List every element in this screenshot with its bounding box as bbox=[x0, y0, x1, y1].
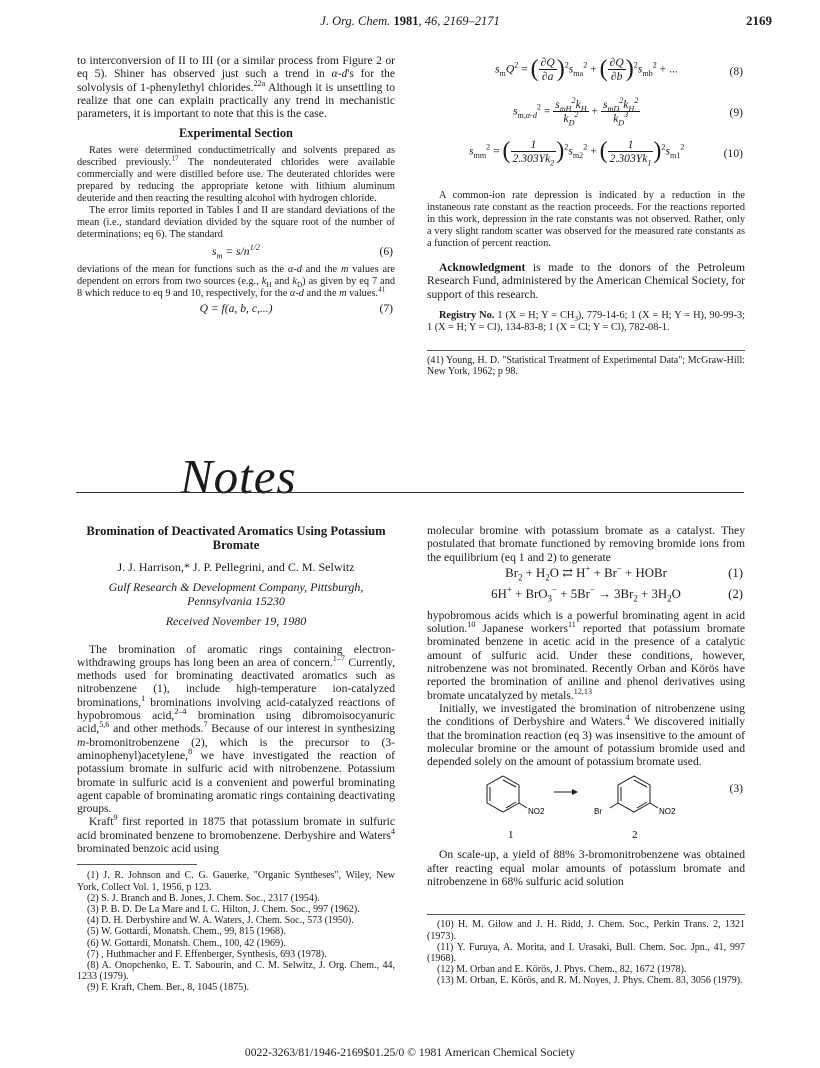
footnote: (3) P. B. D. De La Mare and I. C. Hilton, J. Chem. Soc., 997 (1962). bbox=[87, 903, 360, 915]
article-title: Bromination of Deactivated Aromatics Using Potassium Bromate bbox=[86, 524, 386, 552]
page-footer: 0022-3263/81/1946-2169$01.25/0 © 1981 American Chemical Society bbox=[244, 1046, 576, 1059]
footnotes-left bbox=[77, 870, 395, 993]
authors: J. J. Harrison,* J. P. Pellegrini, and C. M. Selwitz bbox=[117, 560, 355, 574]
footnote: (2) S. J. Branch and B. Jones, J. Chem. Soc., 2317 (1954). bbox=[87, 892, 320, 904]
paragraph: The error limits reported in Tables I and II are standard deviations of the mean (i.e., standard deviation divided by the square root of the number of determinations; eq 6). The standard bbox=[77, 204, 395, 240]
paragraph: Rates were determined conductimetrically and solvents prepared as described previously.$^{17}$ The nondeuterated chlorides were available commercially and were distilled before use. The deuterated chlorides were prepared by reducing the appropriate ketone with lithium aluminum deuteride and then reacting the resulting alcohol with hydrogen chloride. bbox=[77, 144, 395, 204]
paragraph: hypobromous acids which is a powerful brominating agent in acid solution.$^{10}$ Japanese workers$^{11}$ reported that potassium bromate brominated benzene in acetic acid in the presence of a catalytic amount of sulfuric acid. Under these conditions, however, nitrobenzene was not brominated. Recently Orban and Körös have reported the bromination of aniline and phenol derivatives using bromate uncatalyzed by metals.$^{12,13}$ bbox=[427, 608, 745, 702]
reaction-scheme-drawing bbox=[427, 768, 745, 848]
notes-heading: Notes bbox=[180, 449, 297, 504]
footnotes-right bbox=[427, 919, 745, 986]
footnote: (6) W. Gottardi, Monatsh. Chem., 100, 42 (1969). bbox=[87, 937, 286, 949]
footnote-rule bbox=[427, 914, 745, 915]
footnote: (11) Y. Furuya, A. Morita, and I. Urasaki, Bull. Chem. Soc. Jpn., 41, 997 (1968). bbox=[427, 941, 745, 964]
reaction-scheme bbox=[427, 768, 745, 848]
footnote-rule bbox=[427, 350, 745, 351]
compound-label-2: 2 bbox=[632, 829, 638, 842]
footnote: (4) D. H. Derbyshire and W. A. Waters, J. Chem. Soc., 573 (1950). bbox=[87, 915, 354, 927]
footnote: (41) Young, H. D. "Statistical Treatment of Experimental Data"; McGraw-Hill: New York, 1962; p 98. bbox=[427, 354, 745, 378]
footnote: (10) H. M. Gilow and J. H. Ridd, J. Chem. Soc., Perkin Trans. 2, 1321 (1973). bbox=[427, 919, 745, 942]
footnote: (9) F. Kraft, Chem. Ber., 8, 1045 (1875). bbox=[87, 982, 249, 994]
received-date: Received November 19, 1980 bbox=[165, 614, 307, 629]
equation-2: $6H^+ + BrO_3^- + 5Br^- \to 3Br_2 + 3H_2O$ (2) bbox=[491, 584, 743, 604]
bromonitrobenzene-structure bbox=[610, 776, 658, 812]
nitro-label-2: NO2 bbox=[659, 807, 676, 817]
running-head bbox=[0, 12, 820, 32]
acknowledgment: Acknowledgment is made to the donors of the Petroleum Research Fund, administered by the American Chemical Society, for support of this research. bbox=[427, 261, 745, 301]
section-heading: Experimental Section bbox=[179, 126, 293, 141]
footnote-rule bbox=[77, 864, 197, 865]
continued-article-left bbox=[77, 54, 395, 321]
equation-7: Q = f(a, b, c,...) (7) bbox=[199, 301, 393, 315]
nitro-label-1: NO2 bbox=[528, 807, 545, 817]
equation-10: $s_{mm}^2$ = ( $\frac{1}{2.303Yk_2}$ )$^2s_{m2}^2$ + ( $\frac{1}{2.303Yk_1}$ )$^2s_{m1}^2$ (10) bbox=[469, 138, 743, 168]
article-right-column bbox=[427, 524, 745, 987]
section-rule bbox=[76, 492, 744, 493]
journal-citation: J. Org. Chem. 1981, 46, 2169–2171 bbox=[320, 14, 500, 28]
bromo-label: Br bbox=[594, 807, 602, 817]
equation-6: $s_m = s/n^{1/2}$ (6) bbox=[212, 242, 393, 261]
footnote: (12) M. Orban and E. Körös, J. Phys. Chem., 82, 1672 (1978). bbox=[437, 964, 687, 976]
equation-3-number: (3) bbox=[729, 782, 743, 796]
footnote: (13) M. Orban, E. Körös, and R. M. Noyes, J. Phys. Chem. 83, 3056 (1979). bbox=[437, 975, 743, 987]
equation-8: $s_mQ^2$ = ( $\frac{\partial Q}{\partial a}$ )$^2s_{ma}^2$ + ( $\frac{\partial Q}{\partial b}$ )$^2s_{mb}^2$ + ... (8) bbox=[495, 56, 743, 84]
paragraph: Initially, we investigated the bromination of nitrobenzene using the conditions of Derbyshire and Waters.$^4$ We discovered initially that the bromination reaction (eq 3) was insensitive to the amount of molecular bromine or the amount of potassium bromide used and depended solely on the amount of potassium bromate used. bbox=[427, 701, 745, 769]
paragraph: deviations of the mean for functions such as the α-d and the m values are dependent on errors from two sources (e.g., $k_H$ and $k_D$) as given by eq 7 and 8 which reduce to eq 9 and 10, respectively, for the α-d and the m values.$^{41}$ bbox=[77, 263, 396, 299]
paragraph: The bromination of aromatic rings containing electron-withdrawing groups has long been an area of concern.$^{1-7}$ Currently, methods used for brominating deactivated aromatics such as nitrobenzene (1), include high-temperature ion-catalyzed brominations,$^1$ brominations involving acid-catalyzed reactions of hypobromous acid,$^{2-4}$ bromination using dibromoisocyanuric acid,$^{5,6}$ and other methods.$^7$ Because of our interest in synthesizing m-bromonitrobenzene (2), which is the precursor to (3-aminophenyl)acetylene,$^8$ we have investigated the reaction of potassium bromate in sulfuric acid with nitrobenzene. Potassium bromate in sulfuric acid is a convenient and powerful brominating agent capable of brominating aromatic rings containing deactivating groups. bbox=[77, 642, 396, 816]
paragraph: On scale-up, a yield of 88% 3-bromonitrobenzene was obtained after reacting equal molar amounts of potassium bromate and nitrobenzene in 68% sulfuric acid solution bbox=[427, 848, 745, 889]
registry-numbers: Registry No. 1 (X = H; $Y = CH_3$), 779-14-6; 1 (X = H; Y = H), 90-99-3; 1 (X = H; Y = Cl), 134-83-8; 1 (X = Cl; Y = Cl), 782-08-1. bbox=[427, 309, 746, 333]
affiliation: Gulf Research & Development Company, Pittsburgh, Pennsylvania 15230 bbox=[108, 580, 364, 608]
nitrobenzene-structure bbox=[487, 776, 527, 812]
footnote: (8) A. Onopchenko, E. T. Sabourin, and C. M. Selwitz, J. Org. Chem., 44, 1233 (1979). bbox=[77, 959, 395, 983]
compound-label-1: 1 bbox=[508, 829, 514, 842]
footnote: (7) , Huthmacher and F. Effenberger, Synthesis, 693 (1978). bbox=[87, 948, 327, 960]
footnote: (1) J. R. Johnson and C. G. Gauerke, "Organic Syntheses", Wiley, New York, Collect Vol. 1, 1956, p 123. bbox=[77, 870, 395, 893]
paragraph: molecular bromine with potassium bromate as a catalyst. They postulated that bromate functioned by removing bromide ions from the equilibrium (eq 1 and 2) to generate bbox=[427, 524, 745, 564]
footnote: (5) W. Gottardi, Monatsh. Chem., 99, 815 (1968). bbox=[87, 926, 286, 938]
paragraph: to interconversion of II to III (or a similar process from Figure 2 or eq 5). Shiner has observed just such a trend in α-d's for the solvolysis of 1-phenylethyl chlorides.$^{22a}$ Although it is unsettling to realize that one can explain practically any trend in mechanistic parameters, it is important to note that this is the case. bbox=[77, 54, 395, 121]
equation-1: $Br_2 + H_2O$ ⇄ H+ + Br− + HOBr (1) bbox=[505, 563, 743, 583]
continued-article-right bbox=[427, 52, 745, 377]
paragraph: Kraft$^9$ first reported in 1875 that potassium bromate in sulfuric acid brominated benzene to bromobenzene. Derbyshire and Waters$^4$ brominated benzoic acid using bbox=[77, 813, 395, 856]
arrow-head bbox=[572, 789, 578, 795]
page-number: 2169 bbox=[746, 13, 772, 28]
equation-9: $s_{m,\alpha-d}^2$ = $\frac{s_{mH}^2k_H}{k_D^2}$ + $\frac{s_{mD}^2k_H^2}{k_D^3}$ (9) bbox=[513, 96, 743, 128]
paragraph: A common-ion rate depression is indicated by a reduction in the instaneous rate constant as the reaction proceeds. For the reactions reported in this work, depression in the rate constants was not observed. Rather, only a very slight random scatter was observed for the measured rate constants as a function of percent reaction. bbox=[427, 190, 745, 249]
article-left-column bbox=[77, 524, 395, 994]
